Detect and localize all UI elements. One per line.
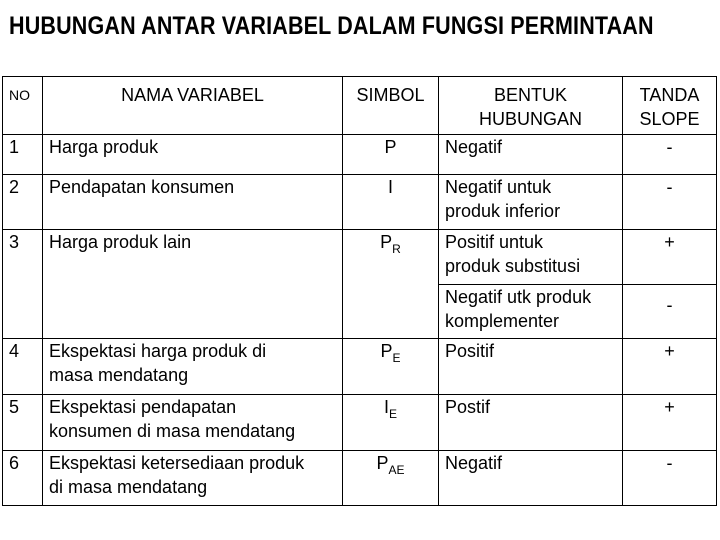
table-row [3,395,717,451]
cell-bentuk: Negatif [439,451,623,506]
cell-no: 3 [3,230,43,285]
table-row [3,339,717,395]
table-row [3,135,717,175]
cell-tanda: + [623,339,717,395]
cell-tanda: - [623,175,717,230]
cell-simbol: I [343,175,439,230]
table-row [3,285,717,339]
cell-tanda: - [623,135,717,175]
cell-nama: Ekspektasi harga produk di masa mendatang [43,339,343,395]
cell-bentuk: Negatif untuk produk inferior [439,175,623,230]
cell-bentuk: Negatif utk produk komplementer [439,285,623,339]
header-row [3,77,717,135]
cell-nama: Harga produk lain [43,230,343,285]
cell-no: 1 [3,135,43,175]
cell-tanda: - [623,285,717,339]
cell-nama: Harga produk [43,135,343,175]
cell-nama: Ekspektasi ketersediaan produk di masa mendatang [43,451,343,506]
header-simbol: SIMBOL [343,77,439,135]
header-bentuk: BENTUK HUBUNGAN [439,77,623,135]
table-row [3,451,717,506]
cell-nama: Pendapatan konsumen [43,175,343,230]
cell-bentuk: Positif untuk produk substitusi [439,230,623,285]
cell-bentuk: Postif [439,395,623,451]
cell-simbol: $P_E$ [343,339,439,395]
cell-bentuk: Negatif [439,135,623,175]
variable-table [2,76,717,506]
cell-simbol: $P_{AE}$ [343,451,439,506]
cell-no: 4 [3,339,43,395]
cell-tanda: + [623,230,717,285]
header-no: NO [3,77,43,135]
cell-no: 2 [3,175,43,230]
cell-bentuk: Positif [439,339,623,395]
table-row [3,175,717,230]
cell-tanda: + [623,395,717,451]
cell-no: 6 [3,451,43,506]
header-tanda: TANDA SLOPE [623,77,717,135]
cell-no: 5 [3,395,43,451]
table-row [3,230,717,285]
header-nama: NAMA VARIABEL [43,77,343,135]
cell-nama: Ekspektasi pendapatan konsumen di masa mendatang [43,395,343,451]
cell-simbol: $I_E$ [343,395,439,451]
cell-simbol: P [343,135,439,175]
page-title: HUBUNGAN ANTAR VARIABEL DALAM FUNGSI PERMINTAAN [9,12,654,40]
cell-tanda: - [623,451,717,506]
cell-simbol: $P_R$ [343,230,439,285]
